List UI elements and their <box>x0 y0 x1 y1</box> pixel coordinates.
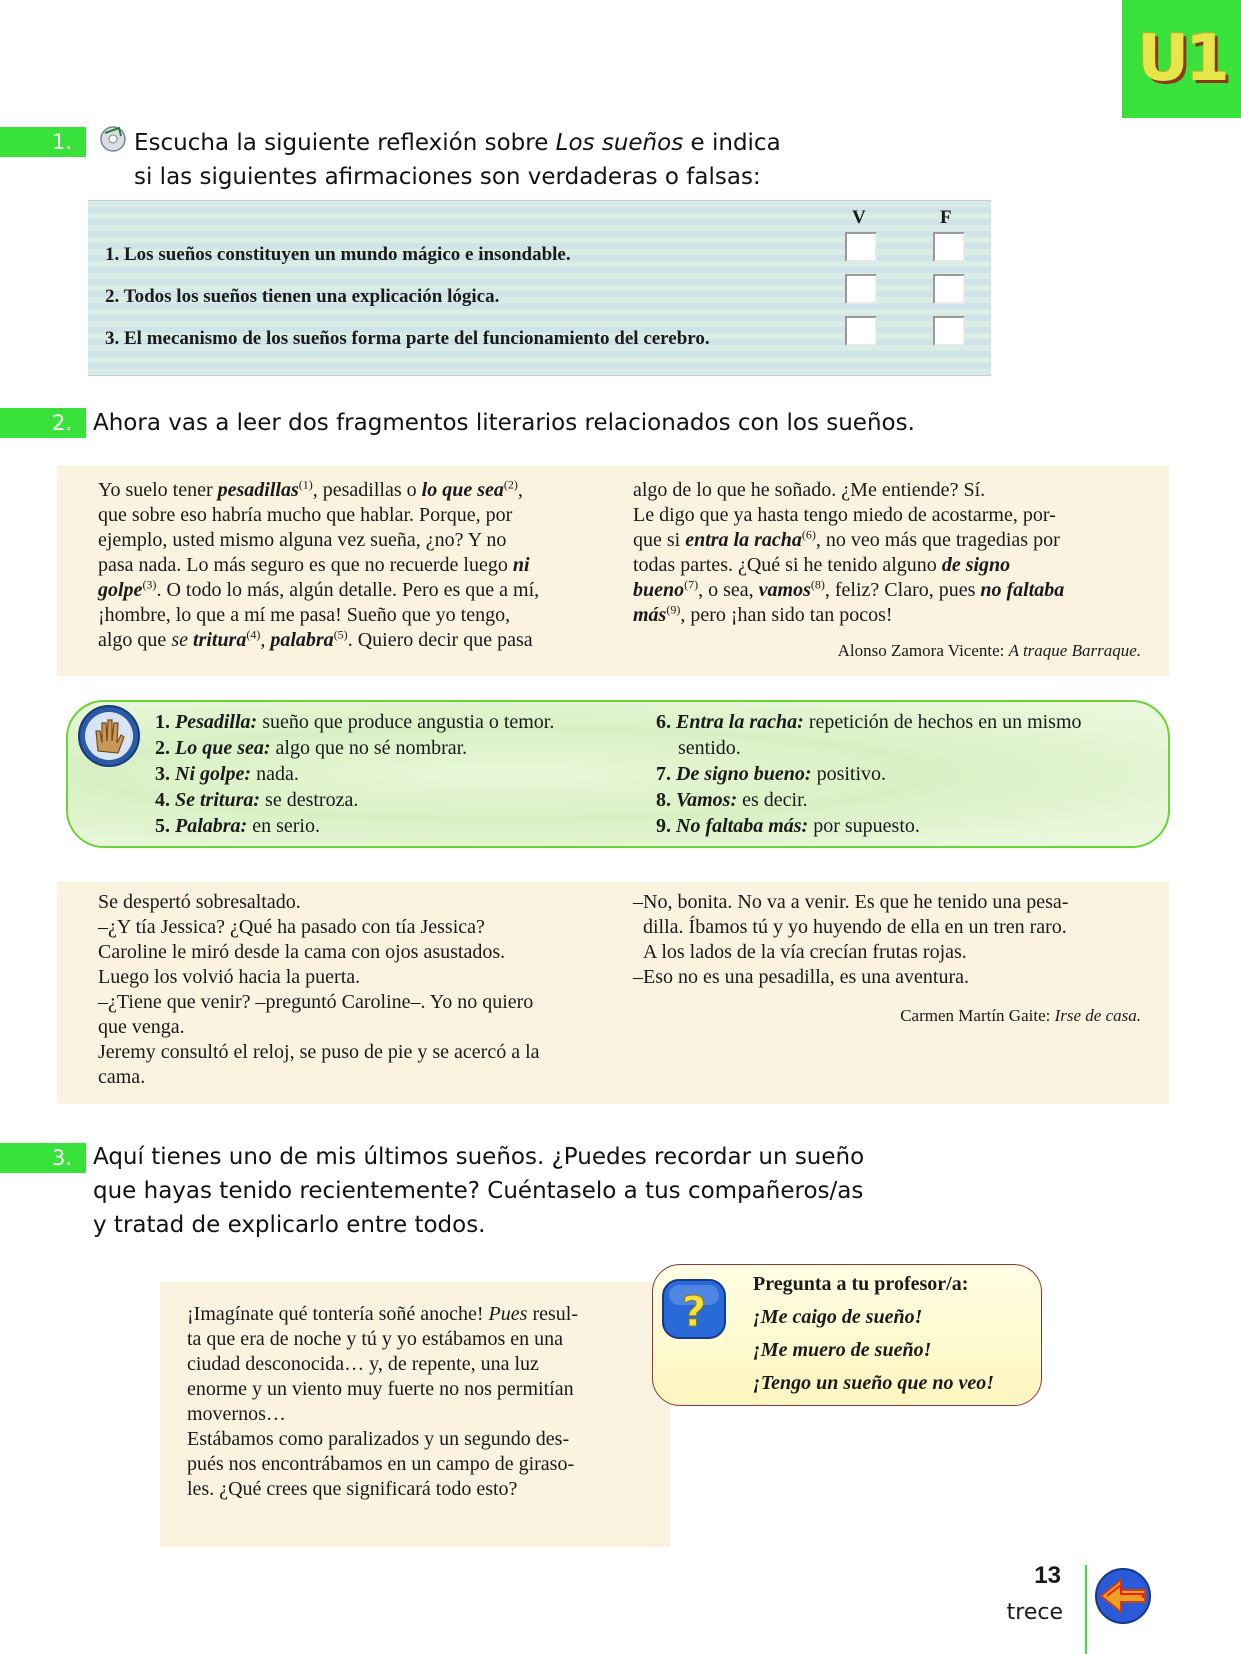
statement-1: 1. Los sueños constituyen un mundo mágico e insondable. <box>105 244 571 265</box>
glossary-item-1: 1. Pesadilla: sueño que produce angustia o temor. <box>155 711 555 733</box>
page-number-word: trece <box>1006 1600 1063 1625</box>
page-number: 13 <box>1034 1562 1061 1589</box>
fragment-1-right-column: algo de lo que he soñado. ¿Me entiende? Sí. Le digo que ya hasta tengo miedo de acostarme, por- que si entra la racha$^{(6)}$, no veo más que tragedias por todas partes. ¿Qué si he tenido alguno de signo bueno$^{(7)}$, o sea, vamos$^{(8)}$, feliz? Claro, pues no faltaba más$^{(9)}$, pero ¡han sido tan pocos! <box>633 479 1065 626</box>
fragment-1-left-column: Yo suelo tener pesadillas$^{(1)}$, pesadillas o lo que sea$^{(2)}$, que sobre eso habría mucho que hablar. Porque, por ejemplo, usted mismo alguna vez sueña, ¿no? Y no pasa nada. Lo más seguro es que no recuerde luego ni golpe$^{(3)}$. O todo lo más, algún detalle. Pero es que a mí, ¡hombre, lo que a mí me pasa! Sueño que yo tengo, algo que se tritura$^{(4)}$, palabra$^{(5)}$. Quiero decir que pasa <box>98 477 540 651</box>
audio-cd-icon[interactable] <box>97 124 131 154</box>
checkbox-3-false[interactable] <box>933 316 965 346</box>
ask-teacher-title: Pregunta a tu profesor/a: <box>753 1273 969 1295</box>
back-arrow-icon[interactable] <box>1093 1566 1153 1626</box>
question-mark-icon <box>660 1277 730 1343</box>
glossary-item-8: 8. Vamos: es decir. <box>656 789 808 811</box>
unit-label: U1 <box>1137 22 1226 96</box>
exercise-1-instruction: Escucha la siguiente reflexión sobre Los sueños e indica <box>134 130 781 156</box>
statement-2: 2. Todos los sueños tienen una explicación lógica. <box>105 286 500 307</box>
glossary-item-9: 9. No faltaba más: por supuesto. <box>656 815 920 837</box>
glossary-item-6-cont: sentido. <box>678 737 741 759</box>
glossary-item-6: 6. Entra la racha: repetición de hechos en un mismo <box>656 711 1082 733</box>
fragment-2-right-column: –No, bonita. No va a venir. Es que he tenido una pesa- dilla. Íbamos tú y yo huyendo de ella en un tren raro. A los lados de la vía crecían frutas rojas. –Eso no es una pesadilla, es una aventura. <box>633 891 1069 988</box>
checkbox-2-false[interactable] <box>933 274 965 304</box>
checkbox-1-false[interactable] <box>933 232 965 262</box>
dream-text: ¡Imagínate qué tontería soñé anoche! Pues resul- ta que era de noche y tú y yo estábamos en una ciudad desconocida… y, de repente, una luz enorme y un viento muy fuerte no nos permitían movernos… Estábamos como paralizados y un segundo des- pués nos encontrábamos en un campo de giraso- les. ¿Qué crees que significará todo esto? <box>187 1303 578 1500</box>
ask-item-2: ¡Me muero de sueño! <box>753 1339 932 1361</box>
exercise-3-number: 3. <box>0 1143 86 1173</box>
glossary-item-2: 2. Lo que sea: algo que no sé nombrar. <box>155 737 468 759</box>
exercise-3-instruction: Aquí tienes uno de mis últimos sueños. ¿Puedes recordar un sueño que hayas tenido recientemente? Cuéntaselo a tus compañeros/as y tratad de explicarlo entre todos. <box>93 1144 865 1238</box>
fragment-2-attribution: Carmen Martín Gaite: Irse de casa. <box>900 1006 1141 1025</box>
glossary-item-5: 5. Palabra: en serio. <box>155 815 320 837</box>
glossary-item-7: 7. De signo bueno: positivo. <box>656 763 887 785</box>
checkbox-3-true[interactable] <box>845 316 877 346</box>
unit-badge <box>1122 0 1241 118</box>
column-header-false: F <box>940 207 952 228</box>
glossary-right-column <box>656 709 1156 839</box>
ask-item-1: ¡Me caigo de sueño! <box>753 1306 923 1328</box>
checkbox-2-true[interactable] <box>845 274 877 304</box>
statement-3: 3. El mecanismo de los sueños forma parte del funcionamiento del cerebro. <box>105 328 710 349</box>
column-header-true: V <box>852 207 866 228</box>
exercise-1-instruction-line2: si las siguientes afirmaciones son verdaderas o falsas: <box>134 164 761 190</box>
exercise-1-number: 1. <box>0 127 86 157</box>
fragment-1-attribution: Alonso Zamora Vicente: A traque Barraque. <box>837 641 1141 660</box>
checkbox-1-true[interactable] <box>845 232 877 262</box>
exercise-2-instruction: Ahora vas a leer dos fragmentos literarios relacionados con los sueños. <box>93 410 915 436</box>
glossary-left-column <box>155 709 635 839</box>
hand-icon <box>76 703 142 769</box>
fragment-2-left-column: Se despertó sobresaltado. –¿Y tía Jessica? ¿Qué ha pasado con tía Jessica? Caroline le miró desde la cama con ojos asustados. Luego los volvió hacia la puerta. –¿Tiene que venir? –preguntó Caroline–. Yo no quiero que venga. Jeremy consultó el reloj, se puso de pie y se acercó a la cama. <box>98 891 540 1088</box>
glossary-item-4: 4. Se tritura: se destroza. <box>155 789 359 811</box>
ask-item-3: ¡Tengo un sueño que no veo! <box>753 1372 994 1394</box>
svg-text:?: ? <box>681 1287 707 1336</box>
exercise-2-number: 2. <box>0 408 86 438</box>
footer-divider <box>1085 1565 1087 1654</box>
glossary-item-3: 3. Ni golpe: nada. <box>155 763 299 785</box>
